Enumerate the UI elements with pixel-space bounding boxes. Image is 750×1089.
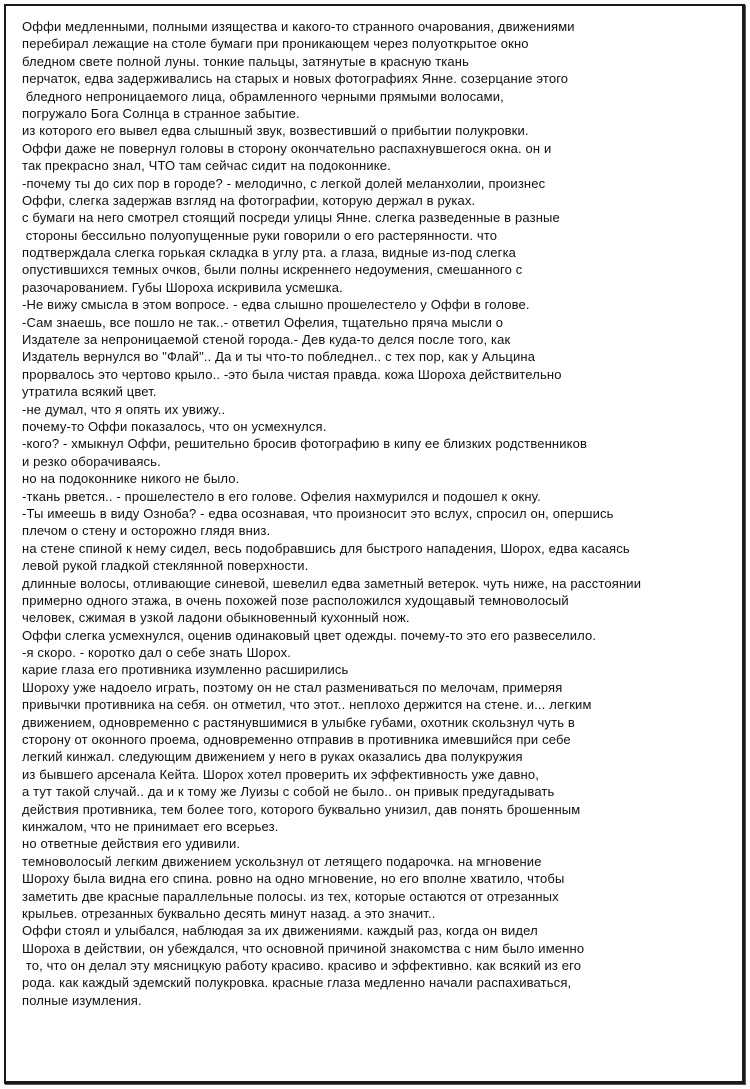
text-line: легкий кинжал. следующим движением у него в руках оказались два полукружия bbox=[22, 749, 523, 765]
text-line: привычки противника на себя. он отметил, что этот.. неплохо держится на стене. и... легким bbox=[22, 697, 592, 713]
text-line: темноволосый легким движением ускользнул от летящего подарочка. на мгновение bbox=[22, 853, 542, 869]
text-line: действия противника, тем более того, которого буквально унизил, дав понять брошенным bbox=[22, 801, 581, 817]
text-line: -я скоро. - коротко дал о себе знать Шорох. bbox=[22, 645, 292, 661]
text-line: то, что он делал эту мясницкую работу красиво. красиво и эффективно. как всякий из его bbox=[22, 958, 582, 974]
text-line: карие глаза его противника изумленно расширились bbox=[22, 662, 349, 678]
text-line: но на подоконнике никого не было. bbox=[22, 471, 240, 487]
text-line: Издатель вернулся во "Флай".. Да и ты что-то побледнел.. с тех пор, как у Альцина bbox=[22, 349, 536, 365]
text-line: и резко оборачиваясь. bbox=[22, 453, 161, 469]
text-line: -не думал, что я опять их увижу.. bbox=[22, 401, 226, 417]
text-line: -почему ты до сих пор в городе? - мелодично, с легкой долей меланхолии, произнес bbox=[22, 175, 546, 191]
text-line: так прекрасно знал, ЧТО там сейчас сидит на подоконнике. bbox=[22, 158, 391, 174]
text-line: стороны бессильно полуопущенные руки говорили о его растерянности. что bbox=[22, 227, 498, 243]
text-line: бледном свете полной луны. тонкие пальцы, затянутые в красную ткань bbox=[22, 53, 470, 69]
text-line: -Ты имеешь в виду Озноба? - едва осознавая, что произносит это вслух, спросил он, опершись bbox=[22, 505, 614, 521]
text-line: плечом о стену и осторожно глядя вниз. bbox=[22, 523, 271, 539]
text-line: подтверждала слегка горькая складка в углу рта. а глаза, видные из-под слегка bbox=[22, 245, 517, 261]
text-line: опустившихся темных очков, были полны искреннего недоумения, смешанного с bbox=[22, 262, 523, 278]
text-line: примерно одного этажа, в очень похожей позе расположился худощавый темноволосый bbox=[22, 592, 569, 608]
text-line: кинжалом, что не принимает его всерьез. bbox=[22, 818, 279, 834]
text-line: Оффи стоял и улыбался, наблюдая за их движениями. каждый раз, когда он видел bbox=[22, 923, 538, 939]
text-line: -Сам знаешь, все пошло не так..- ответил Офелия, тщательно пряча мысли о bbox=[22, 314, 504, 330]
text-line: длинные волосы, отливающие синевой, шевелил едва заметный ветерок. чуть ниже, на расстоянии bbox=[22, 575, 642, 591]
text-line: почему-то Оффи показалось, что он усмехнулся. bbox=[22, 418, 327, 434]
text-line: прорвалось это чертово крыло.. -это была чистая правда. кожа Шороха действительно bbox=[22, 366, 562, 382]
text-line: а тут такой случай.. да и к тому же Луизы с собой не было.. он привык предугадывать bbox=[22, 784, 555, 800]
story-text bbox=[22, 18, 738, 1009]
text-line: Шороху уже надоело играть, поэтому он не стал размениваться по мелочам, примеряя bbox=[22, 679, 563, 695]
text-line: разочарованием. Губы Шороха искривила усмешка. bbox=[22, 279, 343, 295]
text-line: крыльев. отрезанных буквально десять минут назад. а это значит.. bbox=[22, 905, 436, 921]
text-line: движением, одновременно с растянувшимися в улыбке губами, охотник скользнул чуть в bbox=[22, 714, 575, 730]
text-line: из которого его вывел едва слышный звук, возвестивший о прибытии полукровки. bbox=[22, 123, 529, 139]
text-line: рода. как каждый эдемский полукровка. красные глаза медленно начали распахиваться, bbox=[22, 975, 572, 991]
text-line: Оффи, слегка задержав взгляд на фотографии, которую держал в руках. bbox=[22, 192, 476, 208]
text-line: заметить две красные параллельные полосы. из тех, которые остаются от отрезанных bbox=[22, 888, 559, 904]
text-line: перебирал лежащие на столе бумаги при проникающем через полуоткрытое окно bbox=[22, 36, 529, 52]
text-line: Оффи даже не повернул головы в сторону окончательно распахнувшегося окна. он и bbox=[22, 140, 552, 156]
text-line: погружало Бога Солнца в странное забытие. bbox=[22, 105, 300, 121]
text-line: Шороху была видна его спина. ровно на одно мгновение, но его вполне хватило, чтобы bbox=[22, 871, 565, 887]
text-line: человек, сжимая в узкой ладони обыкновенный кухонный нож. bbox=[22, 610, 410, 626]
text-line: полные изумления. bbox=[22, 992, 142, 1008]
text-line: с бумаги на него смотрел стоящий посреди улицы Янне. слегка разведенные в разные bbox=[22, 210, 560, 226]
text-line: перчаток, едва задерживались на старых и новых фотографиях Янне. созерцание этого bbox=[22, 71, 569, 87]
text-line: из бывшего арсенала Кейта. Шорох хотел проверить их эффективность уже давно, bbox=[22, 766, 539, 782]
text-line: сторону от оконного проема, одновременно отправив в противника имевшийся при себе bbox=[22, 732, 571, 748]
text-line: Шороха в действии, он убеждался, что основной причиной знакомства с ним было именно bbox=[22, 940, 585, 956]
text-line: но ответные действия его удивили. bbox=[22, 836, 241, 852]
text-line: -кого? - хмыкнул Оффи, решительно бросив фотографию в кипу ее близких родственников bbox=[22, 436, 588, 452]
text-line: бледного непроницаемого лица, обрамленного черными прямыми волосами, bbox=[22, 88, 504, 104]
text-line: утратила всякий цвет. bbox=[22, 384, 157, 400]
text-line: -ткань рвется.. - прошелестело в его голове. Офелия нахмурился и подошел к окну. bbox=[22, 488, 541, 504]
text-line: Оффи слегка усмехнулся, оценив одинаковый цвет одежды. почему-то это его развеселило. bbox=[22, 627, 597, 643]
text-line: левой рукой гладкой стеклянной поверхности. bbox=[22, 558, 309, 574]
text-line: Оффи медленными, полными изящества и какого-то странного очарования, движениями bbox=[22, 19, 575, 34]
text-line: на стене спиной к нему сидел, весь подобравшись для быстрого нападения, Шорох, едва касаясь bbox=[22, 540, 630, 556]
text-line: -Не вижу смысла в этом вопросе. - едва слышно прошелестело у Оффи в голове. bbox=[22, 297, 530, 313]
text-line: Издателе за непроницаемой стеной города.- Дев куда-то делся после того, как bbox=[22, 332, 511, 348]
